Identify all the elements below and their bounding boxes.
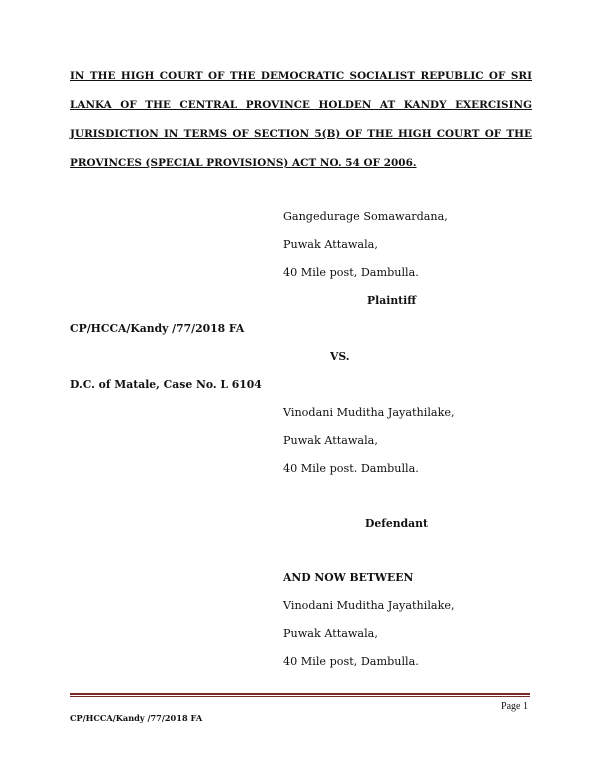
defendant-address-2: 40 Mile post. Dambulla. xyxy=(283,462,419,475)
defendant-name: Vinodani Muditha Jayathilake, xyxy=(283,406,455,419)
heading-line-3: JURISDICTION IN TERMS OF SECTION 5(B) OF THE HIGH COURT OF THE xyxy=(70,128,532,140)
plaintiff-role: Plaintiff xyxy=(367,294,417,307)
and-now-between-label: AND NOW BETWEEN xyxy=(283,571,414,584)
plaintiff-address-1: Puwak Attawala, xyxy=(283,238,378,251)
appellant-name: Vinodani Muditha Jayathilake, xyxy=(283,599,455,612)
heading-line-1: IN THE HIGH COURT OF THE DEMOCRATIC SOCIALIST REPUBLIC OF SRI xyxy=(70,70,532,82)
defendant-address-1: Puwak Attawala, xyxy=(283,434,378,447)
case-number: CP/HCCA/Kandy /77/2018 FA xyxy=(70,322,245,335)
heading-line-2: LANKA OF THE CENTRAL PROVINCE HOLDEN AT KANDY EXERCISING xyxy=(70,99,532,111)
footer-rule xyxy=(70,693,530,695)
plaintiff-address-2: 40 Mile post, Dambulla. xyxy=(283,266,419,279)
appellant-address-1: Puwak Attawala, xyxy=(283,627,378,640)
page-number: Page 1 xyxy=(501,701,528,712)
footer-rule-thin xyxy=(70,696,530,697)
defendant-role: Defendant xyxy=(365,517,428,530)
footer-case-ref: CP/HCCA/Kandy /77/2018 FA xyxy=(70,713,203,723)
lower-court-case: D.C. of Matale, Case No. L 6104 xyxy=(70,378,262,391)
plaintiff-name: Gangedurage Somawardana, xyxy=(283,210,448,223)
heading-line-4: PROVINCES (SPECIAL PROVISIONS) ACT NO. 54 OF 2006. xyxy=(70,157,417,169)
appellant-address-2: 40 Mile post, Dambulla. xyxy=(283,655,419,668)
versus-label: VS. xyxy=(330,350,350,363)
